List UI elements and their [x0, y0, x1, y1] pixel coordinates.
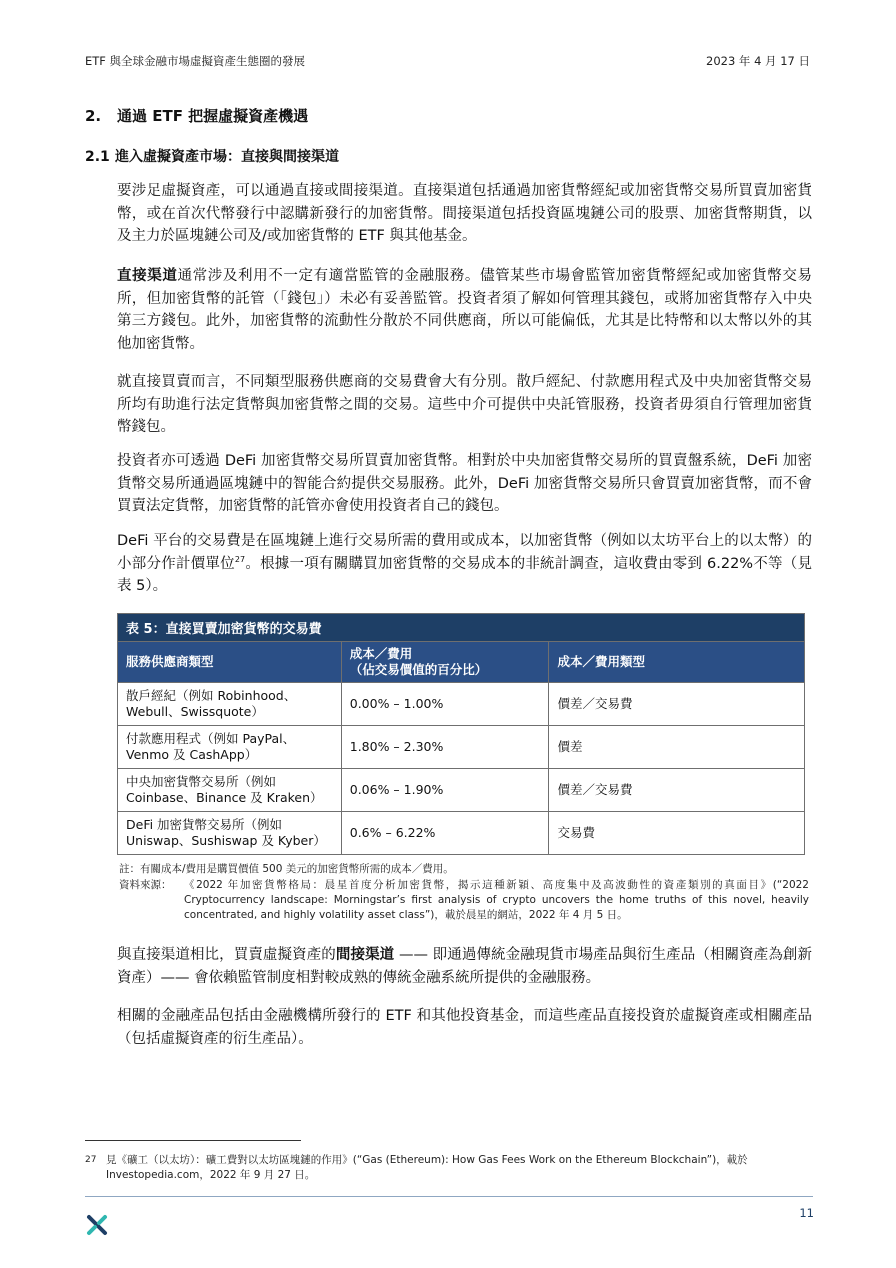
table-header-cell: 成本／費用類型 — [549, 642, 805, 683]
subsection-heading — [85, 146, 339, 166]
paragraph-7: 相關的金融產品包括由金融機構所發行的 ETF 和其他投資基金，而這些產品直接投資於虛擬資產或相關產品（包括虛擬資產的衍生產品）。 — [117, 1008, 812, 1047]
subsection-title: 進入虛擬資產市場：直接與間接渠道 — [115, 149, 339, 165]
table-header-cell: 成本／費用 （佔交易價值的百分比） — [341, 642, 549, 683]
source-label: 資料來源： — [119, 879, 172, 891]
table-cell: 價差／交易費 — [549, 769, 805, 812]
footer-divider — [85, 1196, 813, 1197]
hkex-x-logo-icon — [86, 1214, 108, 1236]
paragraph-5-text-a: DeFi 平台的交易費是在區塊鏈上進行交易所需的費用或成本，以加密貨幣（例如以太坊平台上的以太幣）的小部分作計價單位 — [117, 533, 812, 572]
paragraph-3: 就直接買賣而言，不同類型服務供應商的交易費會大有分別。散戶經紀、付款應用程式及中央加密貨幣交易所均有助進行法定貨幣與加密貨幣之間的交易。這些中介可提供中央託管服務，投資者毋須自行管理加密貨幣錢包。 — [117, 374, 812, 435]
footnote-ref-27[interactable]: 27 — [234, 554, 246, 564]
table-cell: 0.6% – 6.22% — [341, 812, 549, 855]
table-cell: 1.80% – 2.30% — [341, 726, 549, 769]
fee-table — [117, 613, 805, 855]
source-text: 《2022 年加密貨幣格局：晨星首度分析加密貨幣，揭示這種新穎、高度集中及高波動性的資產類別的真面目》(“2022 Cryptocurrency landscape: Morningstar’s first analysis of crypto uncovers the home truths of this novel, heavily concentrated, and highly volatility asset class”)，載於晨星的網站，2022 年 4 月 5 日。 — [184, 879, 809, 921]
table-source — [119, 878, 809, 923]
paragraph-6-bold: 間接渠道 — [335, 947, 395, 963]
table-cell: 0.00% – 1.00% — [341, 683, 549, 726]
paragraph-4: 投資者亦可透過 DeFi 加密貨幣交易所買賣加密貨幣。相對於中央加密貨幣交易所的買賣盤系統，DeFi 加密貨幣交易所通過區塊鏈中的智能合約提供交易服務。此外，DeFi 加密貨幣交易所只會買賣加密貨幣，而不會買賣法定貨幣，加密貨幣的託管亦會使用投資者自己的錢包。 — [117, 453, 812, 514]
table-cell: 中央加密貨幣交易所（例如 Coinbase、Binance 及 Kraken） — [118, 769, 342, 812]
section-heading — [85, 105, 308, 126]
table-header-row — [118, 642, 805, 683]
paragraph-6-text-a: 與直接渠道相比，買賣虛擬資產的 — [117, 947, 336, 963]
paragraph-2-bold: 直接渠道 — [117, 268, 178, 284]
table-cell: 散戶經紀（例如 Robinhood、 Webull、Swissquote） — [118, 683, 342, 726]
table-cell: 交易費 — [549, 812, 805, 855]
footnote-text: 見《礦工（以太坊）：礦工費對以太坊區塊鏈的作用》(“Gas (Ethereum): How Gas Fees Work on the Ethereum Blockchain”)，載於 Investopedia.com，2022 年 9 月 27 日。 — [106, 1154, 748, 1181]
paragraph-1: 要涉足虛擬資產，可以通過直接或間接渠道。直接渠道包括通過加密貨幣經紀或加密貨幣交易所買賣加密貨幣，或在首次代幣發行中認購新發行的加密貨幣。間接渠道包括投資區塊鏈公司的股票、加密貨幣期貨，以及主力於區塊鏈公司及/或加密貨幣的 ETF 與其他基金。 — [117, 183, 812, 244]
table-cell: 價差／交易費 — [549, 683, 805, 726]
paragraph-2-text: 通常涉及利用不一定有適當監管的金融服務。儘管某些市場會監管加密貨幣經紀或加密貨幣交易所，但加密貨幣的託管（「錢包」）未必有妥善監管。投資者須了解如何管理其錢包，或將加密貨幣存入中央第三方錢包。此外，加密貨幣的流動性分散於不同供應商，所以可能偏低，尤其是比特幣和以太幣以外的其他加密貨幣。 — [117, 268, 813, 352]
table-row — [118, 683, 805, 726]
footnote-number: 27 — [85, 1155, 97, 1165]
page-number: 11 — [799, 1206, 814, 1220]
table-cell: DeFi 加密貨幣交易所（例如 Uniswap、Sushiswap 及 Kyber） — [118, 812, 342, 855]
paragraph-2 — [117, 265, 812, 355]
footnote-divider — [85, 1140, 301, 1141]
table-cell: 價差 — [549, 726, 805, 769]
table-note: 註：有關成本/費用是購買價值 500 美元的加密貨幣所需的成本／費用。 — [119, 863, 454, 875]
table-row — [118, 769, 805, 812]
paragraph-5 — [117, 530, 812, 598]
section-number: 2. — [85, 107, 102, 125]
table-title-row — [118, 614, 805, 642]
section-title: 通過 ETF 把握虛擬資產機遇 — [117, 107, 309, 125]
paragraph-6 — [117, 944, 812, 989]
table-row — [118, 812, 805, 855]
table-cell: 付款應用程式（例如 PayPal、 Venmo 及 CashApp） — [118, 726, 342, 769]
paragraph-6-text-b: —— 即通過傳統金融現貨市場產品與衍生產品（相關資產為創新資產）—— 會依賴監管制度相對較成熟的傳統金融系統所提供的金融服務。 — [117, 947, 813, 986]
table-cell: 0.06% – 1.90% — [341, 769, 549, 812]
running-header-date: 2023 年 4 月 17 日 — [706, 54, 810, 68]
table-header-cell: 服務供應商類型 — [118, 642, 342, 683]
paragraph-5-text-b: 。根據一項有關購買加密貨幣的交易成本的非統計調查，這收費由零到 6.22%不等（見表 5）。 — [117, 555, 813, 594]
footnote — [85, 1153, 813, 1183]
table-row — [118, 726, 805, 769]
table-title: 表 5：直接買賣加密貨幣的交易費 — [118, 614, 805, 642]
subsection-number: 2.1 — [85, 149, 110, 165]
running-header-title: ETF 與全球金融市場虛擬資產生態圈的發展 — [85, 54, 306, 68]
